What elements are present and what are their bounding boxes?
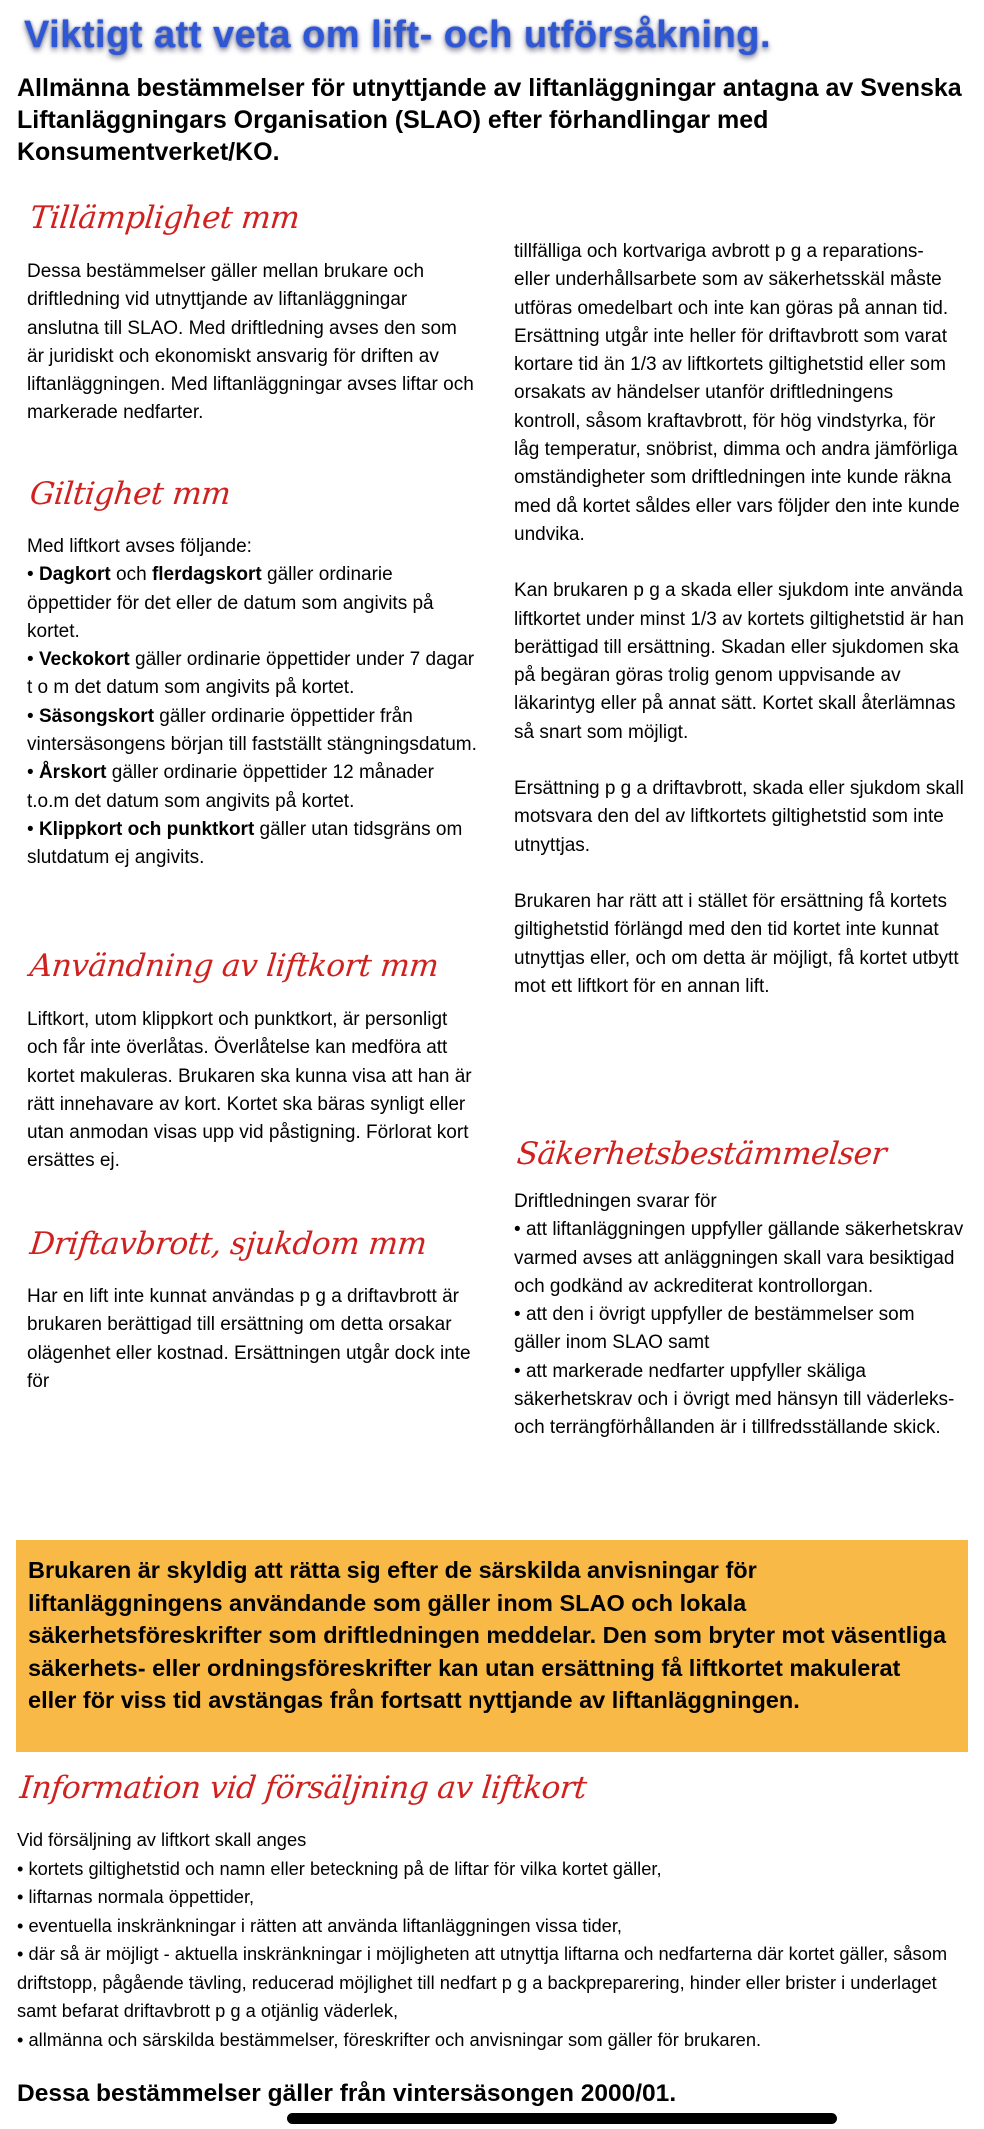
paragraph-anvandning: Liftkort, utom klippkort och punktkort, är personligt och får inte överlåtas. Överlåtelse kan medföra att kortet makuleras. Brukaren ska kunna visa att han är rätt innehavare av kort. Kortet ska bäras synligt eller utan anmodan visas upp vid påstigning. Förlorat kort ersättes ej. (27, 1009, 472, 1172)
paragraph-giltighet (27, 533, 477, 873)
sakerhet-item: • att liftanläggningen uppfyller gällande säkerhetskrav varmed avses att anläggningen skall vara besiktigad och godkänd av ackrediterat kontrollorgan. (514, 1219, 964, 1297)
information-item: • eventuella inskränkningar i rätten att använda liftanläggningen vissa tider, (17, 1914, 623, 1936)
information-item: • där så är möjligt - aktuella inskränkningar i möjligheten att utnyttja liftarna och nedfarterna där kortet gäller, såsom driftstopp, pågående tävling, reducerad möjlighet till nedfart p g a backpreparering, hinder eller brister i underlaget samt befarat driftavbrott p g a otjänlig väderlek, (17, 1943, 948, 2021)
warning-callout: Brukaren är skyldig att rätta sig efter de särskilda anvisningar för liftanläggningens användande som gäller inom SLAO och lokala säkerhetsföreskrifter som driftledningen meddelar. Den som bryter mot väsentliga säkerhets- eller ordningsföreskrifter kan utan ersättning få liftkortet makulerat eller för viss tid avstängas från fortsatt nyttjande av liftanläggningen. (16, 1540, 968, 1752)
giltighet-item-arskort: • Årskort gäller ordinarie öppettider 12 månader t.o.m det datum som angivits på kortet. (27, 762, 434, 812)
intro-text: Allmänna bestämmelser för utnyttjande av liftanläggningar antagna av Svenska Liftanläggningars Organisation (SLAO) efter förhandlingar med Konsumentverket/KO. (17, 74, 962, 166)
giltighet-item-klippkort: • Klippkort och punktkort gäller utan tidsgräns om slutdatum ej angivits. (27, 818, 463, 869)
paragraph-information: Vid försäljning av liftkort skall anges • kortets giltighetstid och namn eller beteckning på de liftar för vilka kortet gäller, • liftarnas normala öppettider, • eventuella inskränkningar i rätten att använda liftanläggningen vissa tider, • där så är möjligt - aktuella inskränkningar i möjligheten att utnyttja liftarna och nedfarterna där kortet gäller, såsom driftstopp, pågående tävling, reducerad möjlighet till nedfart p g a backpreparering, hinder eller brister i underlaget samt befarat driftavbrott p g a otjänlig väderlek, • allmänna och särskilda bestämmelser, föreskrifter och anvisningar som gäller för brukaren. (17, 1826, 967, 2054)
heading-sakerhet: Säkerhetsbestämmelser (515, 1136, 888, 1172)
home-indicator[interactable] (287, 2113, 837, 2124)
information-item: • liftarnas normala öppettider, (17, 1886, 255, 1907)
giltighet-lead: Med liftkort avses följande: (27, 536, 252, 557)
sakerhet-item: • att markerade nedfarter uppfyller skäliga säkerhetskrav och i övrigt med hänsyn till väderleks- och terrängförhållanden är i tillfredsställande skick. (514, 1360, 955, 1439)
paragraph-tillamplighet: Dessa bestämmelser gäller mellan brukare och driftledning vid utnyttjande av liftanläggningar anslutna till SLAO. Med driftledning avses den som är juridiskt och ekonomiskt ansvarig för driften av liftanläggningen. Med liftanläggningar avses liftar och markerade nedfarter. (27, 261, 474, 424)
sakerhet-item: • att den i övrigt uppfyller de bestämmelser som gäller inom SLAO samt (514, 1304, 915, 1354)
footer-note: Dessa bestämmelser gäller från vintersäsongen 2000/01. (17, 2080, 677, 2107)
information-item: • allmänna och särskilda bestämmelser, föreskrifter och anvisningar som gäller för brukaren. (17, 2028, 762, 2050)
heading-tillamplighet: Tillämplighet mm (28, 200, 302, 236)
paragraph-sakerhet: Driftledningen svarar för • att liftanläggningen uppfyller gällande säkerhetskrav varmed avses att anläggningen skall vara besiktigad och godkänd av ackrediterat kontrollorgan. • att den i övrigt uppfyller de bestämmelser som gäller inom SLAO samt • att markerade nedfarter uppfyller skäliga säkerhetskrav och i övrigt med hänsyn till väderleks- och terrängförhållanden är i tillfredsställande skick. (514, 1188, 964, 1443)
information-item: • kortets giltighetstid och namn eller beteckning på de liftar för vilka kortet gäller, (17, 1857, 662, 1879)
heading-driftavbrott: Driftavbrott, sjukdom mm (28, 1226, 429, 1262)
page-title: Viktigt att veta om lift- och utförsåkning. (24, 14, 772, 56)
giltighet-item-veckokort: • Veckokort gäller ordinarie öppettider under 7 dagar t o m det datum som angivits på kortet. (27, 649, 475, 699)
paragraph-driftavbrott-left: Har en lift inte kunnat användas p g a driftavbrott är brukaren berättigad till ersättning om detta orsakar olägenhet eller kostnad. Ersättningen utgår dock inte för (27, 1286, 471, 1392)
heading-information: Information vid försäljning av liftkort (18, 1770, 589, 1806)
paragraph-driftavbrott-right: tillfälliga och kortvariga avbrott p g a reparations- eller underhållsarbete som av säkerhetsskäl måste utföras omedelbart och inte kan göras på annan tid. Ersättning utgår inte heller för driftavbrott som varat kortare tid än 1/3 av liftkortets giltighetstid eller som orsakats av händelser utanför driftledningens kontroll, såsom kraftavbrott, för hög vindstyrka, för låg temperatur, snöbrist, dimma och andra jämförliga omständigheter som driftledningen inte kunde räkna med då kortet såldes eller vars följder den inte kunde undvika. Kan brukaren p g a skada eller sjukdom inte använda liftkortet under minst 1/3 av kortets giltighetstid är han berättigad till ersättning. Skadan eller sjukdomen ska på begäran göras trolig genom uppvisande av läkarintyg eller på annat sätt. Kortet skall återlämnas så snart som möjligt. Ersättning p g a driftavbrott, skada eller sjukdom skall motsvara den del av liftkortets giltighetstid som inte utnyttjas. Brukaren har rätt att i stället för ersättning få kortets giltighetstid förlängd med den tid kortet inte kunnat utnyttjas eller, och om detta är möjligt, få kortet utbytt mot ett liftkort för en annan lift. (514, 241, 964, 997)
heading-giltighet: Giltighet mm (28, 476, 233, 512)
giltighet-item-dagkort: • Dagkort och flerdagskort gäller ordinarie öppettider för det eller de datum som angivits på kortet. (27, 564, 434, 642)
heading-anvandning: Användning av liftkort mm (28, 948, 441, 984)
giltighet-item-sasongskort: • Säsongskort gäller ordinarie öppettider från vintersäsongens början till fastställt stängningsdatum. (27, 705, 477, 756)
